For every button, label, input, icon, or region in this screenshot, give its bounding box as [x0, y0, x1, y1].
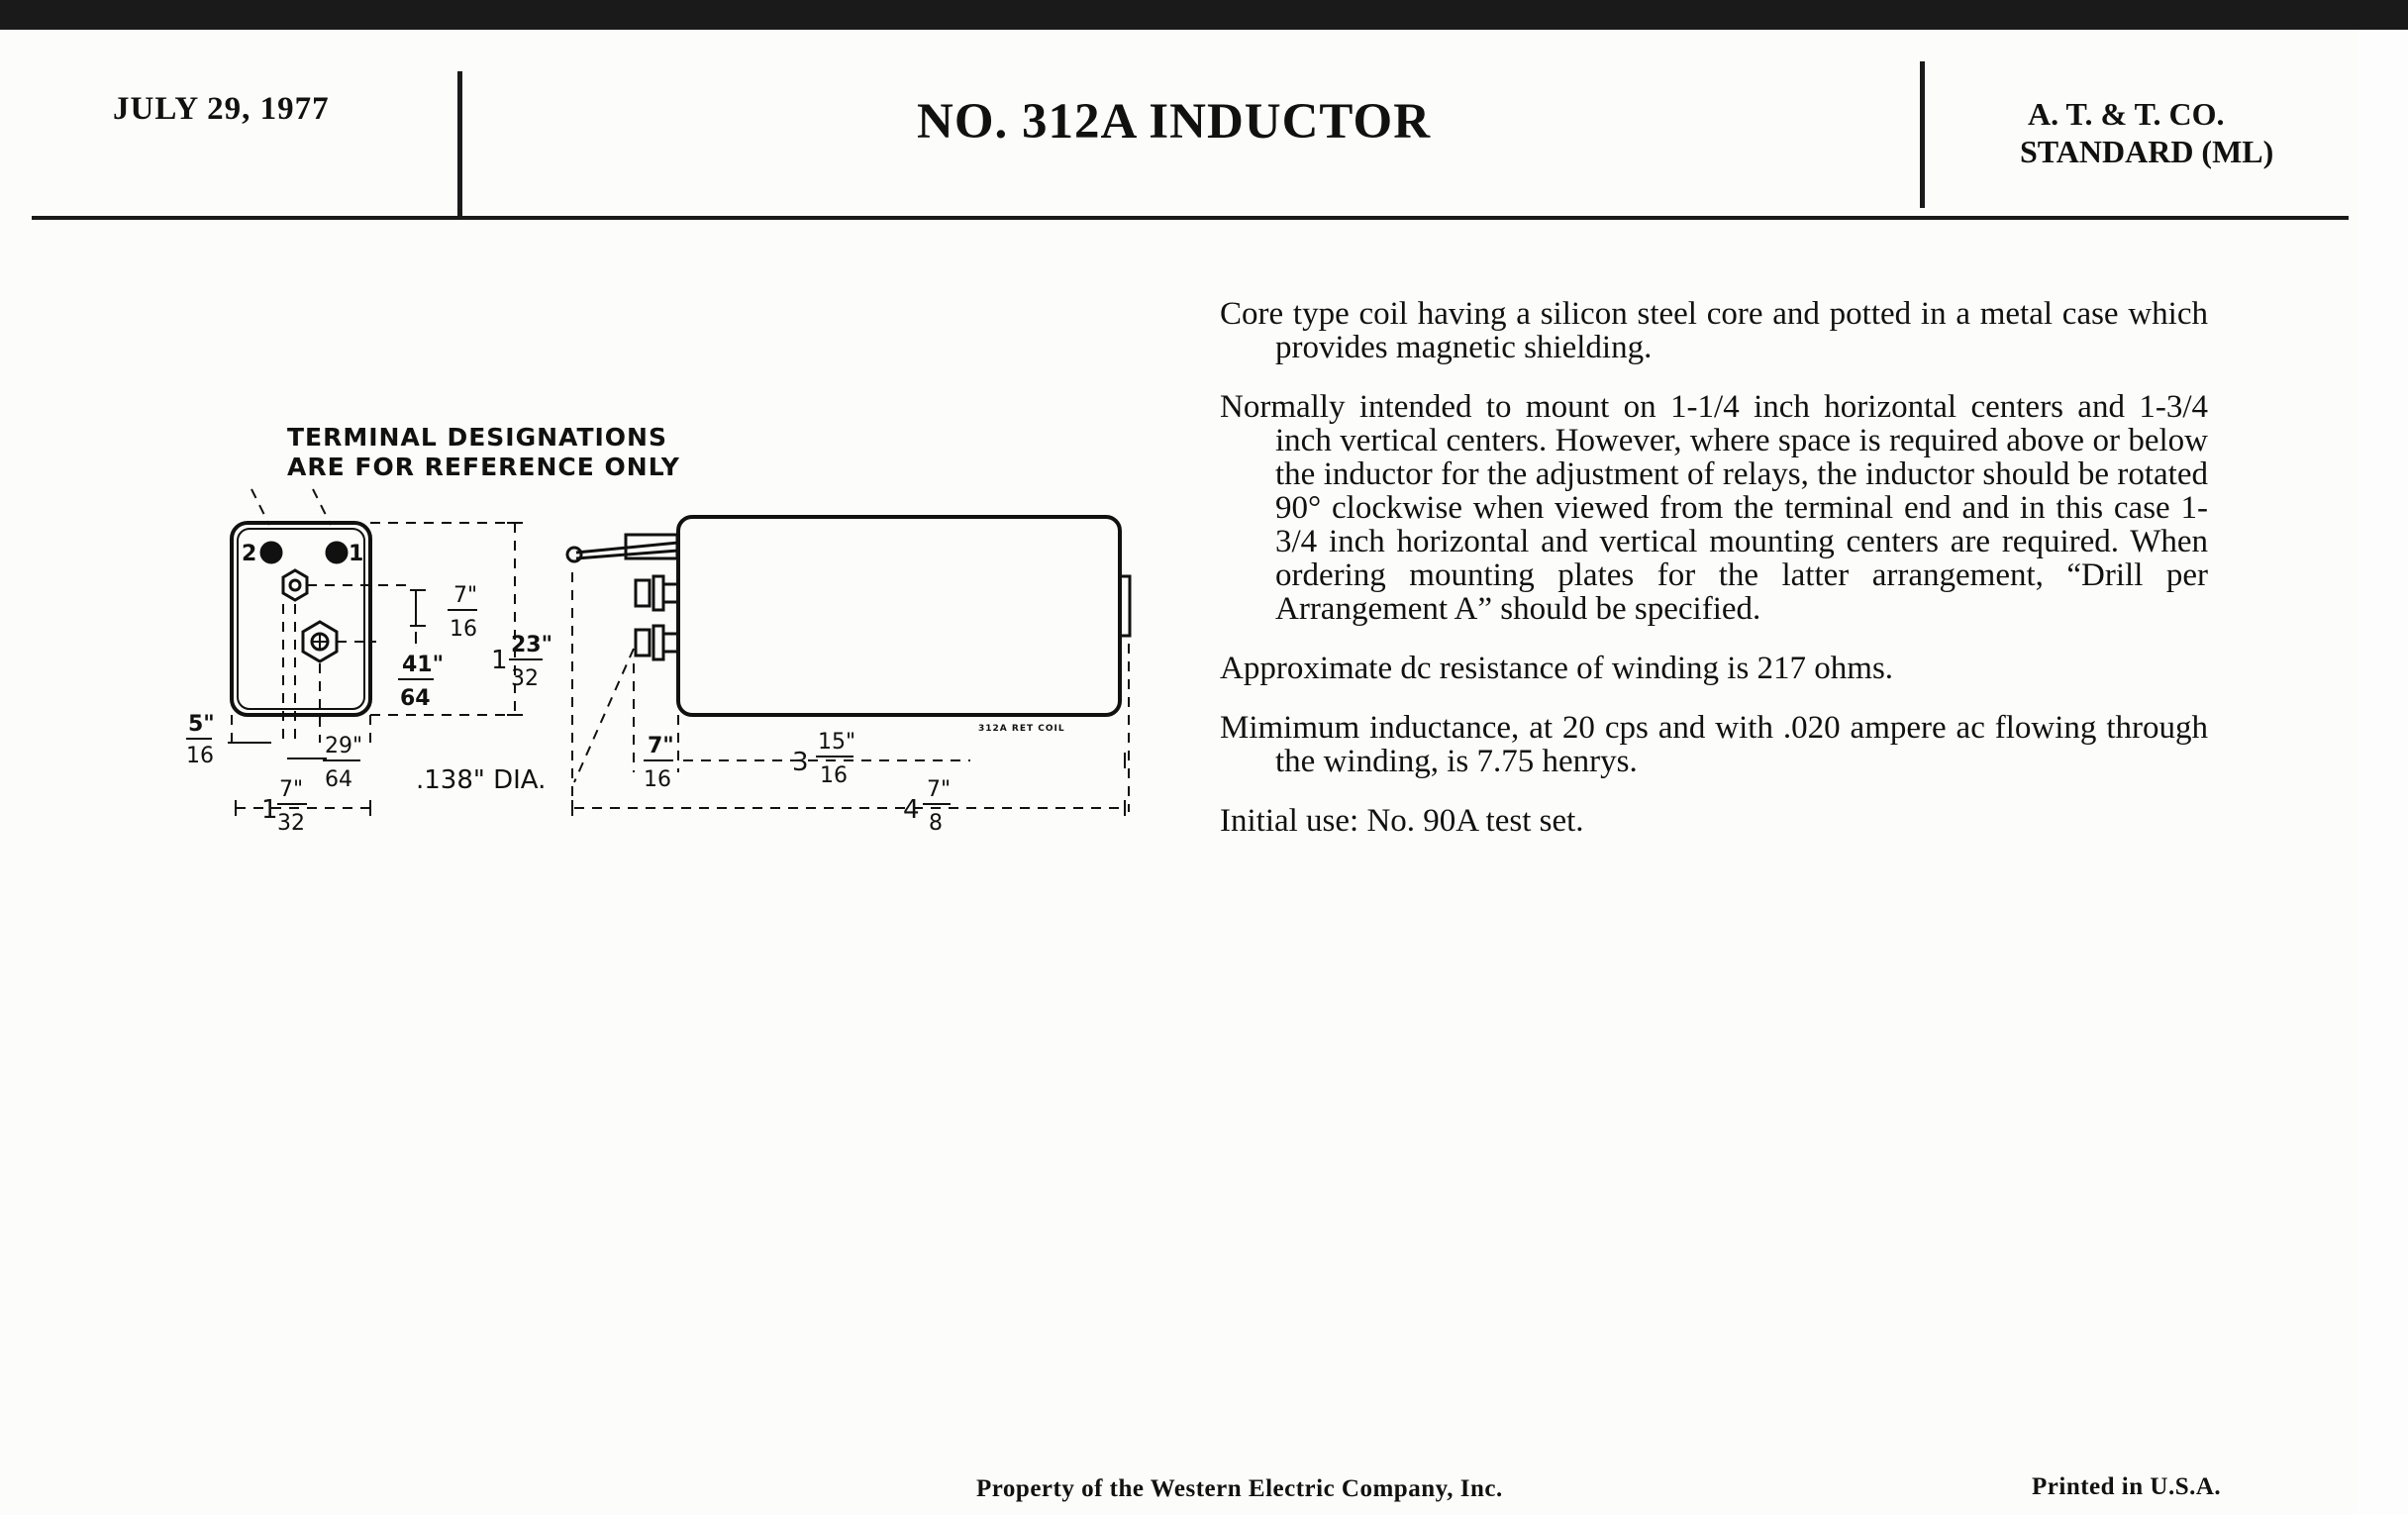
case-marking: 312A RET COIL	[978, 724, 1065, 734]
stud-upper-icon	[283, 570, 307, 600]
lead-eyelet-icon	[567, 548, 581, 561]
header-rule	[32, 216, 2349, 220]
description-paragraph: Initial use: No. 90A test set.	[1220, 803, 1584, 839]
dim-4-7-8-den: 8	[929, 811, 943, 836]
terminal-2-icon	[261, 543, 281, 562]
terminal-stack-upper-icon	[636, 576, 678, 610]
dim-side-7-16-den: 16	[644, 767, 671, 792]
dim-1-7-32-den: 32	[277, 811, 305, 836]
dim-29-64-num: 29"	[325, 734, 363, 758]
terminal-stack-lower-icon	[636, 626, 678, 659]
dim-3-15-16-whole: 3	[792, 748, 809, 777]
terminal-1-icon	[327, 543, 347, 562]
dim-1-7-32-whole: 1	[261, 795, 278, 825]
header-divider-left	[457, 71, 462, 218]
dim-3-15-16-num: 15"	[818, 730, 856, 755]
page-edge	[2358, 30, 2408, 1515]
description-paragraph: Normally intended to mount on 1-1/4 inch horizontal centers and 1-3/4 inch vertical centers. However, where space is required above or below the inductor for the adjustment of relays, the inductor should be rotated 90° clockwise when viewed from the terminal end and in this case 1-3/4 inch horizontal and vertical mounting centers are required. When ordering mounting plates for the latter arrangement, “Drill per Arrangement A” should be specified.	[1220, 389, 2208, 627]
description-paragraph: Mimimum inductance, at 20 cps and with .020 ampere ac flowing through the winding, is 7.75 henrys.	[1220, 710, 2208, 779]
page-title: NO. 312A INDUCTOR	[917, 94, 1432, 150]
dim-3-15-16-den: 16	[820, 763, 848, 788]
dim-7-16-num: 7"	[453, 583, 478, 608]
dim-1-23-32-den: 32	[511, 666, 539, 691]
header-date: JULY 29, 1977	[113, 91, 330, 127]
dim-1-23-32-num: 23"	[511, 633, 553, 657]
dim-5-16-num: 5"	[188, 712, 215, 737]
footer-printed: Printed in U.S.A.	[2032, 1473, 2222, 1500]
dim-41-64-den: 64	[400, 686, 431, 711]
description	[1220, 297, 2208, 863]
description-paragraph: Approximate dc resistance of winding is 217 ohms.	[1220, 651, 1894, 686]
dim-1-23-32-whole: 1	[491, 646, 508, 675]
header-standard-line1: A. T. & T. CO.	[2028, 96, 2225, 132]
header-standard-line2: STANDARD (ML)	[2020, 134, 2274, 169]
footer-property: Property of the Western Electric Company, Inc.	[976, 1475, 1503, 1502]
dim-4-7-8-num: 7"	[927, 777, 952, 802]
terminal-note-line1: TERMINAL DESIGNATIONS	[287, 423, 667, 452]
dim-5-16-den: 16	[186, 744, 214, 768]
header-divider-right	[1920, 61, 1925, 208]
dim-dia: .138" DIA.	[416, 765, 547, 795]
dim-41-64-num: 41"	[402, 653, 445, 677]
terminal-1-label: 1	[349, 542, 364, 566]
dim-29-64-den: 64	[325, 767, 352, 792]
dim-4-7-8-whole: 4	[903, 795, 920, 825]
description-paragraph: Core type coil having a silicon steel core and potted in a metal case which provides magnetic shielding.	[1220, 296, 2208, 365]
header-standard	[2020, 95, 2273, 170]
side-view-case	[678, 517, 1120, 715]
terminal-note-line2: ARE FOR REFERENCE ONLY	[287, 453, 680, 481]
dim-side-7-16-num: 7"	[648, 734, 674, 758]
dim-7-16-den: 16	[450, 617, 477, 642]
inductor-drawing	[178, 396, 1149, 861]
dim-1-7-32-num: 7"	[279, 777, 304, 802]
terminal-2-label: 2	[242, 542, 257, 566]
